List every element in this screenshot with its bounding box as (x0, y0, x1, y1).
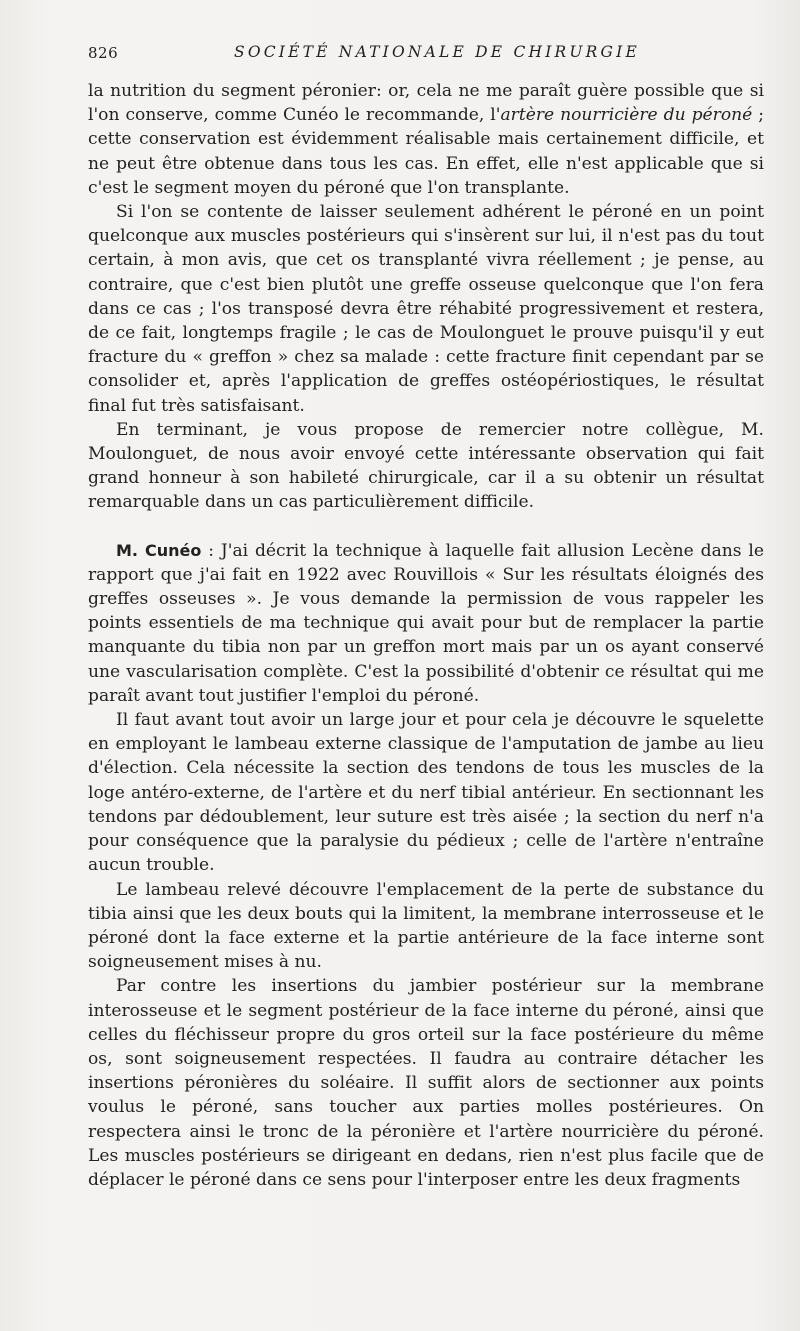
text-run: la nutrition du segment péronier: or, cela ne me paraît guère possible que si l'on conserve, comme Cunéo le recommande, l' (88, 81, 764, 126)
speaker-name: M. Cunéo (116, 540, 202, 560)
text-run: Il faut avant tout avoir un large jour et pour cela je découvre le squelette en employant le lambeau externe classique de l'amputation de jambe au lieu d'élection. Cela nécessite la section des tendons de tous les muscles de la loge antéro-externe, de l'artère et du nerf tibial antérieur. En sectionnant les tendons par dédoublement, leur suture est très aisée ; la section du nerf n'a pour conséquence que la paralysie du pédieux ; celle de l'artère n'entraîne aucun trouble. (88, 710, 764, 876)
paragraph-speaker (88, 539, 764, 708)
page-header (88, 44, 764, 64)
running-title: SOCIÉTÉ NATIONALE DE CHIRURGIE (234, 43, 640, 61)
text-run: Si l'on se contente de laisser seulement adhérent le péroné en un point quelconque aux muscles postérieurs qui s'insèrent sur lui, il n'est pas du tout certain, à mon avis, que cet os transplanté vivra réellement ; je pense, au contraire, que c'est bien plutôt une greffe osseuse quelconque que l'on fera dans ce cas ; l'os transposé devra être réhabité progressivement et restera, de ce fait, longtemps fragile ; le cas de Moulonguet le prouve puisqu'il y eut fracture du « greffon » chez sa malade : cette fracture finit cependant par se consolider et, après l'application de greffes ostéopériostiques, le résultat final fut très satisfaisant. (88, 202, 764, 416)
text-run: ; cette conservation est évidemment réalisable mais certainement difficile, et ne peut être obtenue dans tous les cas. En effet, elle n'est applicable que si c'est le segment moyen du péroné que l'on transplante. (88, 105, 764, 198)
text-run: Le lambeau relevé découvre l'emplacement de la perte de substance du tibia ainsi que les deux bouts qui la limitent, la membrane interrosseuse et le péroné dont la face externe et la partie antérieure de la face interne sont soigneusement mises à nu. (88, 879, 764, 973)
paragraph (88, 878, 764, 975)
body-text (88, 79, 764, 1192)
paragraph (88, 200, 764, 418)
paragraph (88, 418, 764, 515)
text-run: En terminant, je vous propose de remercier notre collègue, M. Moulonguet, de nous avoir envoyé cette intéressante observation qui fait grand honneur à son habileté chirurgicale, car il a su obtenir un résultat remarquable dans un cas particulièrement difficile. (88, 419, 764, 513)
paragraph (88, 79, 764, 200)
paragraph (88, 708, 764, 877)
text-run: Par contre les insertions du jambier postérieur sur la membrane interosseuse et le segment postérieur de la face interne du péroné, ainsi que celles du fléchisseur propre du gros orteil sur la face postérieure du même os, sont soigneusement respectées. Il faudra au contraire détacher les insertions péronières du soléaire. Il suffit alors de sectionner aux points voulus le péroné, sans toucher aux parties molles postérieures. On respectera ainsi le tronc de la péronière et l'artère nourricière du péroné. Les muscles postérieurs se dirigeant en dedans, rien n'est plus facile que de déplacer le péroné dans ce sens pour l'interposer entre les deux fragments (88, 976, 764, 1190)
paragraph (88, 974, 764, 1192)
text-run: : J'ai décrit la technique à laquelle fait allusion Lecène dans le rapport que j'ai fait en 1922 avec Rouvillois « Sur les résultats éloignés des greffes osseuses ». Je vous demande la permission de vous rappeler les points essentiels de ma technique qui avait pour but de remplacer la partie manquante du tibia non par un greffon mort mais par un os ayant conservé une vascularisation complète. C'est la possibilité d'obtenir ce résultat qui me paraît avant tout justifier l'emploi du péroné. (88, 540, 765, 706)
page-number: 826 (88, 44, 119, 62)
text-run-italic: artère nourricière du péroné (500, 105, 753, 126)
